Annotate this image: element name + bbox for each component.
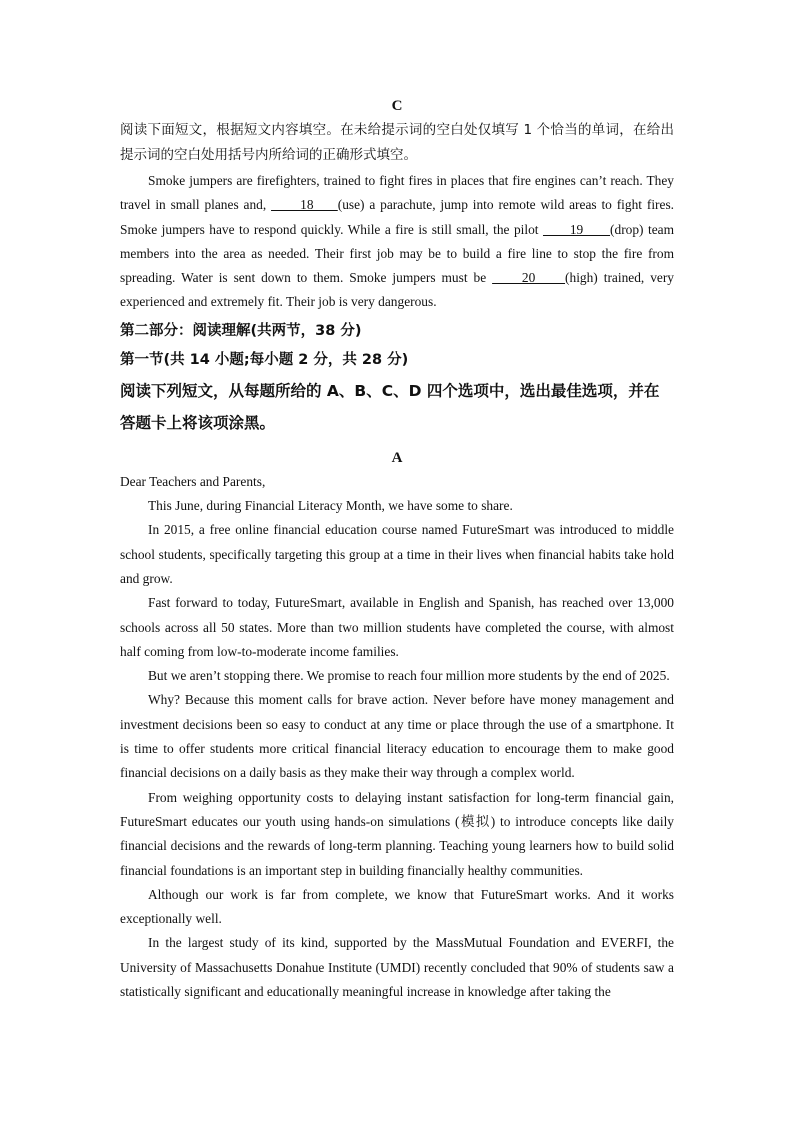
part2-section1-title: 第一节(共 14 小题;每小题 2 分，共 28 分) — [120, 351, 409, 368]
letter-paragraph: But we aren’t stopping there. We promise to reach four million more students by the end of 2025. — [148, 668, 670, 684]
passage-sentence-1: Smoke jumpers are firefighters, trained to fight fires in places that fire engines can’t reach. They travel in small planes and, — [120, 173, 674, 213]
part2-title: 第二部分：阅读理解(共两节，38 分) — [120, 322, 362, 339]
section-c-heading: C — [391, 98, 403, 114]
passage-sentence-4: (high) trained, very experienced and extremely fit. Their job is very dangerous. — [120, 270, 674, 310]
letter-paragraph: From weighing opportunity costs to delaying instant satisfaction for long-term financial gain, FutureSmart educates our youth using hands-on simulations (模拟) to introduce concepts like daily financial decisions and the rewards of long-term planning. Teaching young learners how to build solid financial foundations is an important step in building financially healthy communities. — [120, 789, 674, 878]
passage-sentence-3: (drop) team members into the area as needed. Their first job may be to build a fire line to stop the fire from spreading. Water is sent down to them. Smoke jumpers must be — [120, 221, 675, 286]
section-a-heading: A — [391, 449, 403, 466]
cloze-passage — [120, 169, 674, 315]
letter-greeting: Dear Teachers and Parents, — [120, 473, 266, 489]
passage-sentence-2: (use) a parachute, jump into remote wild areas to fight fires. Smoke jumpers have to respond quickly. While a fire is still small, the pilot — [120, 197, 675, 237]
letter-paragraph: In the largest study of its kind, supported by the MassMutual Foundation and EVERFI, the University of Massachusetts Donahue Institute (UMDI) recently concluded that 90% of students saw a statistically significant and educationally meaningful increase in knowledge after taking the — [120, 935, 674, 1000]
letter-paragraph: In 2015, a free online financial education course named FutureSmart was introduced to middle school students, specifically targeting this group at a time in their lives when financial habits take hold and grow. — [120, 522, 674, 586]
section-c-instruction: 阅读下面短文，根据短文内容填空。在未给提示词的空白处仅填写 1 个恰当的单词，在给出提示词的空白处用括号内所给词的正确形式填空。 — [120, 122, 674, 163]
letter-paragraph: This June, during Financial Literacy Month, we have some to share. — [148, 498, 513, 514]
document-page — [120, 94, 674, 1004]
part2-instruction: 阅读下列短文，从每题所给的 A、B、C、D 四个选项中，选出最佳选项，并在答题卡上将该项涂黑。 — [120, 381, 660, 432]
letter-paragraph: Why? Because this moment calls for brave action. Never before have money management and investment decisions been so easy to conduct at any time or place through the use of a smartphone. It is time to offer students more critical financial literacy education to encourage them to make good financial decisions on a daily basis as they make their way through a complex world. — [120, 692, 674, 781]
blank-20: 20 — [492, 270, 566, 286]
blank-18: 18 — [271, 197, 338, 213]
blank-19: 19 — [542, 221, 611, 237]
letter-paragraph: Although our work is far from complete, we know that FutureSmart works. And it works exceptionally well. — [120, 886, 674, 927]
letter-paragraph: Fast forward to today, FutureSmart, available in English and Spanish, has reached over 13,000 schools across all 50 states. More than two million students have completed the course, with almost half coming from low-to-moderate income families. — [120, 595, 674, 659]
